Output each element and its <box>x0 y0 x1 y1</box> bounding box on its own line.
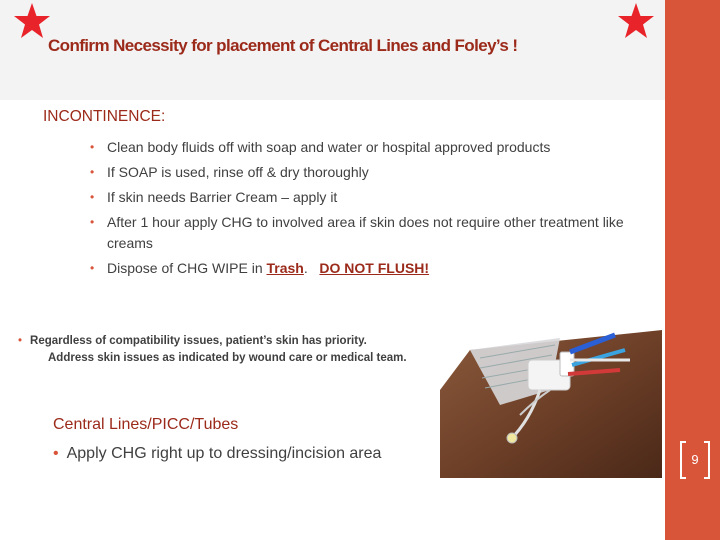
dispose-mid: . <box>303 260 320 276</box>
central-lines-item: • Apply CHG right up to dressing/incision area <box>53 445 382 462</box>
incontinence-list <box>90 137 642 283</box>
page-number: 9 <box>691 452 699 467</box>
bullet-icon: • <box>53 445 59 462</box>
dispose-prefix: Dispose of CHG WIPE in <box>107 260 267 276</box>
bullet-icon: • <box>18 335 23 347</box>
list-item: • After 1 hour apply CHG to involved area if skin does not require other treatment like creams <box>90 214 624 251</box>
bullet-icon: • <box>90 165 95 179</box>
bullet-icon: • <box>90 190 95 204</box>
list-item: • If skin needs Barrier Cream – apply it <box>107 187 642 208</box>
list-item: • Clean body fluids off with soap and water or hospital approved products <box>107 137 642 158</box>
note-line-1: Regardless of compatibility issues, patient’s skin has priority. <box>30 335 367 347</box>
note-line-2: Address skin issues as indicated by wound care or medical team. <box>48 352 407 364</box>
star-icon <box>12 2 52 42</box>
bullet-icon: • <box>90 261 95 275</box>
star-icon <box>616 2 656 42</box>
list-item: • If SOAP is used, rinse off & dry thoroughly <box>107 162 642 183</box>
bullet-icon: • <box>90 140 95 154</box>
skin-priority-note <box>18 333 407 367</box>
bullet-icon: • <box>90 215 95 229</box>
do-not-flush-warning: DO NOT FLUSH! <box>319 260 430 276</box>
trash-word: Trash <box>266 260 304 276</box>
picc-dressing-photo <box>440 330 662 478</box>
central-lines-heading: Central Lines/PICC/Tubes <box>53 416 239 433</box>
list-item <box>90 258 642 279</box>
slide-title: Confirm Necessity for placement of Central Lines and Foley’s ! <box>48 36 518 55</box>
incontinence-heading: INCONTINENCE: <box>43 108 166 125</box>
